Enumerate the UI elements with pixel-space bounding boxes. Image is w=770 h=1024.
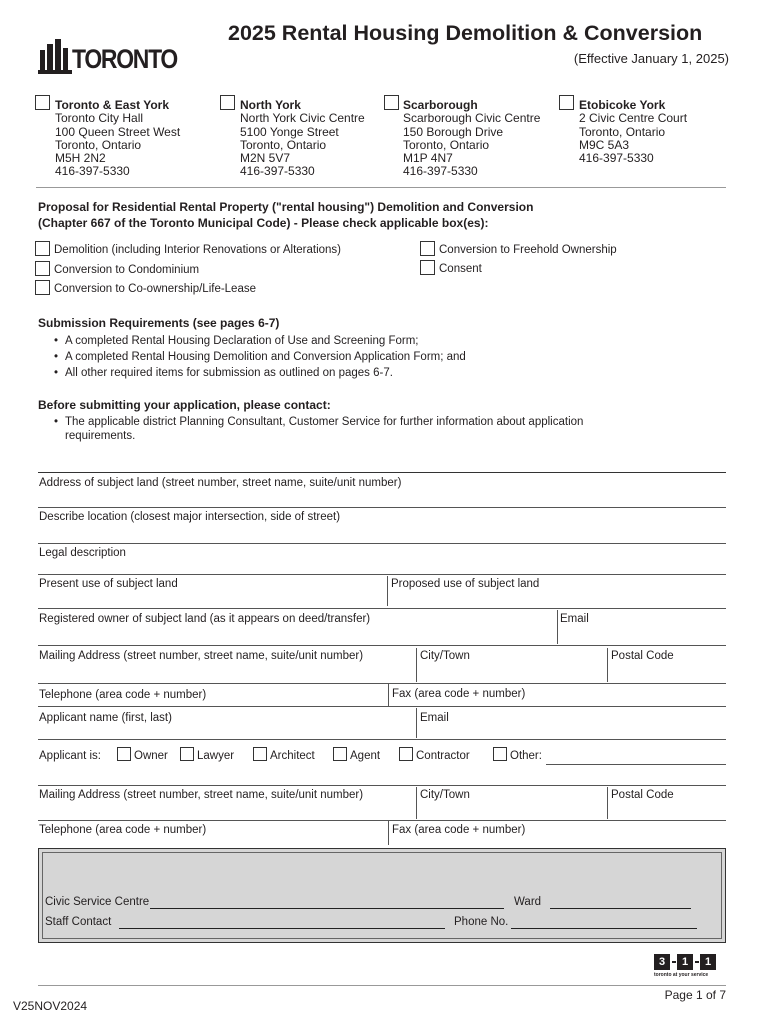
field-legal-description[interactable]: Legal description — [39, 547, 126, 559]
applicant-other[interactable] — [493, 747, 542, 766]
option-label: Consent — [439, 263, 482, 275]
field-rule — [38, 472, 726, 473]
office-line: Toronto, Ontario — [579, 124, 666, 139]
field-rule — [38, 706, 726, 707]
field-applicant-postal[interactable]: Postal Code — [611, 789, 674, 801]
field-registered-owner[interactable]: Registered owner of subject land (as it appears on deed/transfer) — [39, 613, 371, 625]
contact-list — [54, 415, 583, 443]
proposal-option-demolition[interactable] — [35, 241, 342, 261]
option-label: Other: — [510, 750, 542, 762]
contact-text: requirements. — [65, 430, 136, 442]
office-name: North York — [240, 98, 301, 112]
staff-use-box — [38, 848, 726, 943]
submission-heading: Submission Requirements (see pages 6-7) — [38, 316, 280, 330]
proposal-heading: Proposal for Residential Rental Property ("rental housing") Demolition and Conversion (Chapter 667 of the Toronto Municipal Code) - Please check applicable box(es): — [38, 200, 534, 230]
option-label: Lawyer — [197, 750, 235, 762]
checkbox[interactable] — [35, 241, 50, 256]
proposal-option-co-ownership[interactable] — [35, 280, 256, 300]
civic-centre-input[interactable] — [150, 908, 504, 909]
field-present-use[interactable]: Present use of subject land — [39, 578, 178, 590]
checkbox[interactable] — [420, 241, 435, 256]
field-divider — [607, 648, 608, 682]
logo-311 — [654, 954, 726, 980]
checkbox[interactable] — [493, 747, 507, 761]
office-line: 416-397-5330 — [55, 164, 130, 179]
checkbox[interactable] — [399, 747, 413, 761]
proposal-option-freehold[interactable] — [420, 241, 617, 261]
ward-input[interactable] — [550, 908, 691, 909]
field-divider — [387, 576, 388, 606]
checkbox[interactable] — [35, 280, 50, 295]
field-location[interactable]: Describe location (closest major intersection, side of street) — [39, 511, 341, 523]
option-label: Conversion to Condominium — [54, 264, 200, 276]
staff-contact-label: Staff Contact — [45, 916, 112, 928]
field-applicant-email[interactable]: Email — [420, 712, 449, 724]
field-rule — [38, 820, 726, 821]
civic-centre-label: Civic Service Centre — [45, 896, 150, 908]
checkbox[interactable] — [420, 260, 435, 275]
list-item: • A completed Rental Housing Demolition and Conversion Application Form; and — [54, 349, 466, 365]
field-rule — [38, 739, 726, 740]
list-item: • All other required items for submission as outlined on pages 6-7. — [54, 365, 466, 381]
office-checkbox-etobicoke-york[interactable] — [559, 95, 574, 110]
option-label: Demolition (including Interior Renovations or Alterations) — [54, 244, 342, 256]
office-line: Toronto, Ontario — [403, 137, 490, 152]
proposal-option-condominium[interactable] — [35, 261, 200, 281]
field-applicant-telephone[interactable]: Telephone (area code + number) — [39, 824, 207, 836]
field-divider — [416, 648, 417, 682]
phone-input[interactable] — [511, 928, 697, 929]
office-line: 2 Civic Centre Court — [579, 111, 688, 126]
field-owner-email[interactable]: Email — [560, 613, 589, 625]
office-line: 150 Borough Drive — [403, 124, 504, 139]
contact-text: The applicable district Planning Consultant, Customer Service for further information about application — [65, 416, 584, 428]
digit-1b: 1 — [700, 954, 716, 970]
digit-1: 1 — [677, 954, 693, 970]
phone-label: Phone No. — [454, 916, 509, 928]
ward-label: Ward — [514, 896, 542, 908]
field-rule — [38, 574, 726, 575]
proposal-option-consent[interactable] — [420, 260, 482, 280]
digit-3: 3 — [654, 954, 670, 970]
field-proposed-use[interactable]: Proposed use of subject land — [391, 578, 540, 590]
checkbox[interactable] — [35, 261, 50, 276]
office-line: M5H 2N2 — [55, 151, 106, 166]
toronto-logo — [38, 36, 177, 76]
staff-contact-input[interactable] — [119, 928, 445, 929]
applicant-contractor[interactable] — [399, 747, 470, 766]
office-line: Toronto, Ontario — [240, 137, 327, 152]
office-checkbox-north-york[interactable] — [220, 95, 235, 110]
field-city[interactable]: City/Town — [420, 650, 470, 662]
office-name: Toronto & East York — [55, 98, 170, 112]
field-applicant-name[interactable]: Applicant name (first, last) — [39, 712, 172, 724]
field-applicant-mailing[interactable]: Mailing Address (street number, street name, suite/unit number) — [39, 789, 364, 801]
effective-date: (Effective January 1, 2025) — [573, 51, 729, 66]
field-divider — [557, 610, 558, 644]
field-rule — [38, 683, 726, 684]
field-applicant-city[interactable]: City/Town — [420, 789, 470, 801]
field-rule — [38, 543, 726, 544]
office-line: Toronto, Ontario — [55, 137, 142, 152]
submission-list — [54, 333, 466, 381]
list-item — [54, 415, 583, 443]
footer-rule — [38, 985, 726, 986]
office-name: Scarborough — [403, 98, 478, 112]
logo-wordmark: TORONTO — [72, 44, 177, 74]
office-line: North York Civic Centre — [240, 111, 365, 126]
page-title: 2025 Rental Housing Demolition & Conversion — [228, 21, 703, 45]
field-postal-code[interactable]: Postal Code — [611, 650, 674, 662]
office-line: M2N 5V7 — [240, 151, 291, 166]
checkbox[interactable] — [333, 747, 347, 761]
field-applicant-fax[interactable]: Fax (area code + number) — [392, 824, 526, 836]
other-rule — [546, 764, 726, 765]
list-item: • A completed Rental Housing Declaration of Use and Screening Form; — [54, 333, 466, 349]
field-divider — [388, 684, 389, 706]
field-divider — [416, 787, 417, 819]
office-line: M1P 4N7 — [403, 151, 453, 166]
applicant-architect[interactable] — [253, 747, 315, 766]
option-label: Conversion to Co-ownership/Life-Lease — [54, 283, 256, 295]
office-checkbox-scarborough[interactable] — [384, 95, 399, 110]
option-label: Architect — [270, 750, 315, 762]
office-line: 100 Queen Street West — [55, 124, 181, 139]
checkbox[interactable] — [253, 747, 267, 761]
option-label: Contractor — [416, 750, 470, 762]
office-line: 416-397-5330 — [403, 164, 478, 179]
field-divider — [607, 787, 608, 819]
checkbox[interactable] — [117, 747, 131, 761]
office-line: 416-397-5330 — [579, 151, 654, 166]
version-code: V25NOV2024 — [13, 999, 88, 1013]
option-label: Agent — [350, 750, 381, 762]
applicant-lawyer[interactable] — [180, 747, 235, 766]
office-checkbox-toronto-east-york[interactable] — [35, 95, 50, 110]
field-fax[interactable]: Fax (area code + number) — [392, 688, 526, 700]
office-line: Scarborough Civic Centre — [403, 111, 541, 126]
field-rule — [38, 608, 726, 609]
office-line: 5100 Yonge Street — [240, 124, 339, 139]
applicant-agent[interactable] — [333, 747, 381, 766]
field-rule — [38, 645, 726, 646]
office-line: Toronto City Hall — [55, 111, 144, 126]
option-label: Owner — [134, 750, 168, 762]
field-mailing-address[interactable]: Mailing Address (street number, street name, suite/unit number) — [39, 650, 364, 662]
field-rule — [38, 507, 726, 508]
applicant-is-label: Applicant is: — [39, 750, 102, 762]
field-divider — [388, 821, 389, 845]
divider — [36, 187, 726, 188]
field-rule — [38, 785, 726, 786]
city-hall-icon — [38, 36, 72, 74]
checkbox[interactable] — [180, 747, 194, 761]
contact-heading: Before submitting your application, please contact: — [38, 398, 331, 412]
field-telephone[interactable]: Telephone (area code + number) — [39, 689, 207, 701]
field-divider — [416, 708, 417, 738]
office-line: 416-397-5330 — [240, 164, 315, 179]
option-label: Conversion to Freehold Ownership — [439, 244, 617, 256]
office-line: M9C 5A3 — [579, 137, 630, 152]
field-address[interactable]: Address of subject land (street number, street name, suite/unit number) — [39, 477, 402, 489]
page-number: Page 1 of 7 — [664, 988, 726, 1002]
logo-tagline: toronto at your service — [654, 972, 709, 978]
applicant-owner[interactable] — [117, 747, 168, 766]
office-name: Etobicoke York — [579, 98, 666, 112]
